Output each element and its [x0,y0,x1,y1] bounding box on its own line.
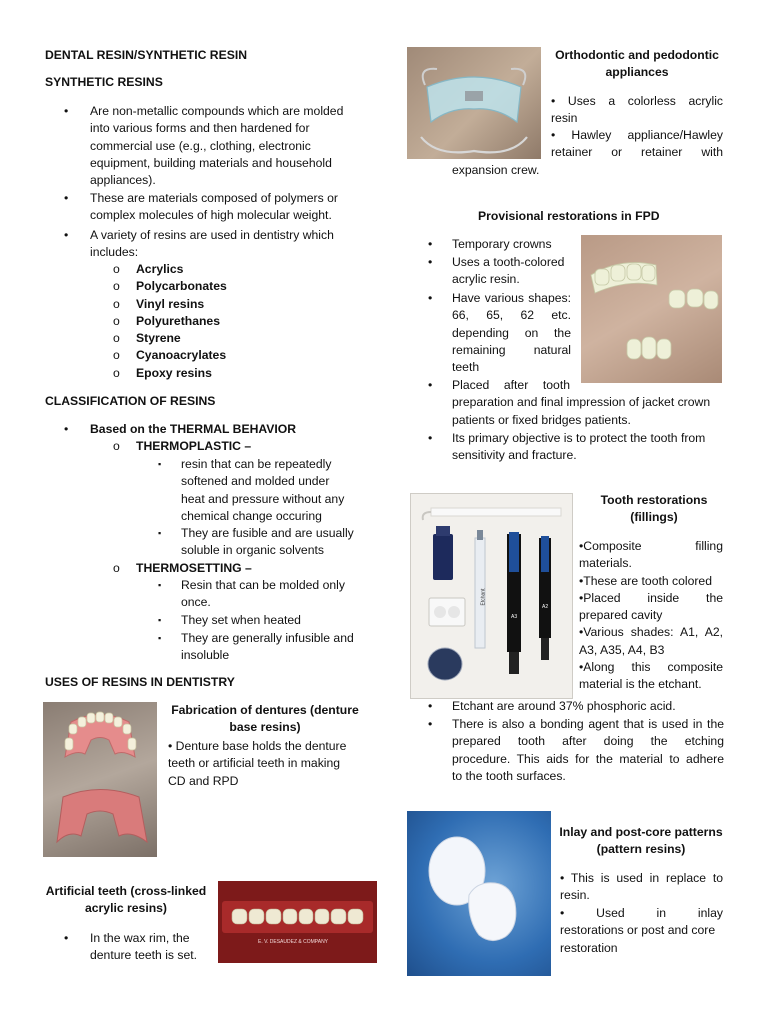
line: includes: [90,245,139,260]
list-item: Acrylics [136,262,184,276]
line: (fillings) [630,510,678,525]
uses-heading: USES OF RESINS IN DENTISTRY [45,675,235,689]
kit-label-a3: A3 [511,614,518,620]
ortho-bullet-1 [551,93,723,128]
line: equipment, building materials and household [90,155,332,170]
line: •These are tooth colored [579,573,712,588]
pattern-resin-image [407,811,551,976]
line: These are materials composed of polymers or [90,191,338,205]
tray-label: E. V. DESAUDEZ & COMPANY [258,939,329,945]
line: retainer or retainer with [551,145,723,160]
line: A3, A35, A4, B3 [579,642,665,657]
kit-label-a2: A2 [542,604,549,610]
line: appliances). [90,173,156,188]
fabrication-title [165,702,365,737]
line: Etchant are around 37% phosphoric acid. [452,699,676,713]
composite-kit-photo [410,493,573,699]
denture-photo [43,702,157,857]
line: sensitivity and fracture. [452,448,577,463]
list-item: Epoxy resins [136,365,212,380]
line: chemical change occuring [181,508,322,523]
temporary-crowns-photo [581,235,722,383]
line: 66, 65, 62 etc. [452,308,571,323]
line: base resins) [229,720,301,735]
line: • Uses a colorless acrylic [551,94,723,108]
ortho-tail: expansion crew. [452,163,540,177]
line: Tooth restorations [600,493,708,507]
artificial-teeth-photo [218,881,377,963]
line: • Hawley appliance/Hawley [551,128,723,142]
line: resin. [560,888,590,903]
line: resin that can be repeatedly [181,457,332,471]
line: There is also a bonding agent that is used in the [452,717,724,731]
crowns-image [581,235,722,383]
line: resin [551,111,578,126]
line: teeth [452,360,480,375]
line: softened and molded under [181,474,330,489]
denture-image [43,702,157,857]
fabrication-text [168,738,362,790]
line: preparation and final impression of jacket crown [452,395,711,410]
line: patients or fixed bridges patients. [452,412,631,427]
line: • Used in inlay [560,906,723,920]
line: appliances [605,65,669,80]
line: teeth or artificial teeth in making [168,756,341,771]
line: In the wax rim, the [90,931,190,945]
list-item: Vinyl resins [136,296,205,311]
line: restoration [560,940,618,955]
line: Artificial teeth (cross-linked [45,884,207,898]
line: •Placed inside the [579,590,723,605]
list-item: Polyurethanes [136,313,220,328]
synthetic-resins-heading: SYNTHETIC RESINS [45,75,163,89]
pattern-resin-photo [407,811,551,976]
line: Uses a tooth-colored [452,255,565,269]
classification-heading: CLASSIFICATION OF RESINS [45,394,216,408]
line: commercial use (e.g., clothing, electronic [90,138,311,153]
line: heat and pressure without any [181,491,345,506]
artificial-teeth-title [40,883,212,918]
provisional-title: Provisional restorations in FPD [478,209,660,223]
line: to the tooth surfaces. [452,768,566,783]
line: They are fusible and are usually [181,526,354,540]
line: material is the etchant. [579,677,702,692]
line: materials. [579,556,632,571]
line: denture teeth is set. [90,948,198,963]
line: A variety of resins are used in dentistry which [90,228,334,242]
inlay-bullet-1 [560,870,723,905]
line: • This is used in replace to [560,871,723,885]
line: Its primary objective is to protect the tooth from [452,431,706,445]
line: restorations or post and core [560,923,716,938]
line: • Denture base holds the denture [168,739,347,753]
line: THERMOSETTING – [136,561,252,575]
line: prepared tooth after doing the etching [452,734,724,749]
inlay-title [557,824,725,859]
ortho-title [548,47,726,82]
line: procedure. This aids for the material to adhere [452,751,724,766]
teeth-tray-image [218,881,377,963]
retainer-photo [407,47,541,159]
resin-list: o Acrylics o Polycarbonates o Vinyl resins o Polyurethanes o Styrene o Cyanoacrylates o Epoxy resins [113,262,227,380]
tooth-restorations-text [579,538,723,694]
line: acrylic resin. [452,272,520,287]
line: complex molecules of high molecular weight. [90,208,332,223]
line: Placed after tooth [452,378,570,392]
page-title: DENTAL RESIN/SYNTHETIC RESIN [45,48,248,62]
line: insoluble [181,648,230,663]
line: •Various shades: A1, A2, [579,625,723,640]
line: Fabrication of dentures (denture [171,703,359,717]
line: into various forms and then hardened for [90,121,310,136]
line: Orthodontic and pedodontic [555,48,719,62]
line: Based on the THERMAL BEHAVIOR [90,422,297,436]
line: Inlay and post-core patterns [559,825,723,839]
line: Temporary crowns [452,237,552,251]
line: Have various shapes: [452,291,571,305]
line: prepared cavity [579,608,663,623]
composite-kit-image [411,494,572,698]
line: They set when heated [181,613,301,627]
kit-label-etchant: Etchant [480,588,487,606]
tooth-restorations-title [585,492,723,527]
line: CD and RPD [168,773,239,788]
list-item: Cyanoacrylates [136,348,227,363]
line: Are non-metallic compounds which are molded [90,104,344,118]
line: depending on the [452,325,571,340]
list-item: Polycarbonates [136,279,227,294]
line: (pattern resins) [596,842,686,857]
inlay-bullet-2 [560,905,723,957]
line: •Composite filling [579,539,723,553]
line: THERMOPLASTIC – [136,439,252,453]
line: soluble in organic solvents [181,543,324,558]
line: •Along this composite [579,660,723,675]
line: acrylic resins) [85,901,167,916]
retainer-image [407,47,541,159]
line: They are generally infusible and [181,631,354,645]
line: Resin that can be molded only [181,578,345,592]
list-item: Styrene [136,331,181,346]
ortho-bullet-2 [551,127,723,162]
line: once. [181,595,211,610]
line: remaining natural [452,342,571,357]
